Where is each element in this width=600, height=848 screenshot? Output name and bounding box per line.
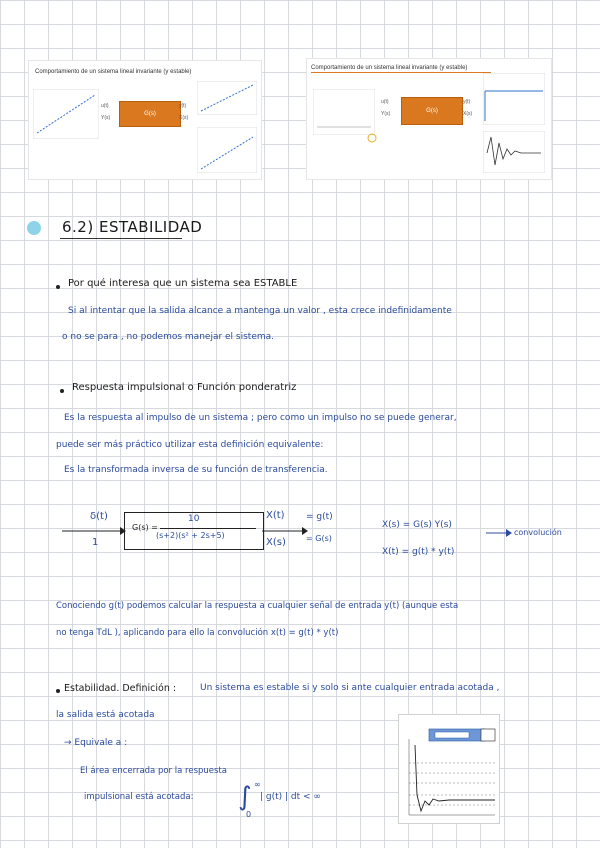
- heading-underline: [60, 238, 182, 239]
- paragraph-line2: no tenga TdL ), aplicando para ello la convolución x(t) = g(t) * y(t): [56, 628, 339, 638]
- bullet2-line1: Es la respuesta al impulso de un sistema ; pero como un impulso no se puede generar,: [64, 413, 457, 423]
- snapshot-left-block: [119, 101, 181, 127]
- snapshot-right-block: [401, 97, 463, 125]
- snapshot-left-title: Comportamiento de un sistema lineal invariante (y estable): [35, 69, 192, 75]
- diagram-eq1: X(s) = G(s) Y(s): [382, 520, 452, 530]
- bullet2-line3: Es la transformada inversa de su función de transferencia.: [64, 465, 328, 475]
- snapshot-right-in1: u(t): [381, 99, 389, 105]
- diagram-fraction-bar: [160, 528, 256, 529]
- snapshot-left-out1: y(t): [179, 103, 187, 109]
- stability-plot-snapshot: [398, 714, 500, 824]
- integral-upper: ∞: [254, 780, 261, 789]
- diagram-input-bottom: 1: [92, 537, 99, 548]
- bullet2-line2: puede ser más práctico utilizar esta definición equivalente:: [56, 440, 324, 450]
- diagram-out-top-eq: = g(t): [306, 512, 333, 522]
- snapshot-left-output-plot-bottom: [197, 127, 257, 173]
- diagram-out-bottom: X(s): [266, 537, 286, 548]
- snapshot-right-out2: X(s): [463, 111, 473, 117]
- bullet1-line2: o no se para , no podemos manejar el sistema.: [62, 332, 275, 342]
- snapshot-left-output-plot-top: [197, 81, 257, 115]
- snapshot-left-input-plot: [33, 89, 99, 139]
- page-heading: 6.2) ESTABILIDAD: [62, 218, 203, 236]
- bullet3-sub1: El área encerrada por la respuesta: [80, 766, 227, 776]
- bullet-dot-3: [56, 689, 60, 693]
- snapshot-right-out1: y(t): [463, 99, 471, 105]
- snapshot-right-marker: [367, 133, 377, 143]
- bullet-dot-2: [60, 389, 64, 393]
- diagram-out-top: X(t): [266, 510, 285, 521]
- bullet3-sub: → Equivale a :: [64, 738, 128, 748]
- diagram-out-bottom-eq: = G(s): [306, 534, 332, 543]
- diagram-numerator: 10: [188, 514, 200, 524]
- bullet1-title: Por qué interesa que un sistema sea ESTABLE: [68, 278, 298, 289]
- snapshot-right-input-plot: [313, 89, 375, 135]
- stability-plot: [399, 715, 499, 823]
- snapshot-right-output-plot-bottom: [483, 131, 545, 173]
- snapshot-right-in2: Y(s): [381, 111, 391, 117]
- bullet2-title: Respuesta impulsional o Función ponderatriz: [72, 382, 297, 393]
- snapshot-right-title: Comportamiento de un sistema lineal invariante (y estable): [311, 65, 468, 71]
- diagram-convolution-label: convolución: [514, 528, 562, 537]
- integral-lower: 0: [246, 810, 252, 819]
- snapshot-left-in1: u(t): [101, 103, 109, 109]
- bullet3-title: Estabilidad. Definición :: [64, 683, 177, 694]
- snapshot-left-block-label: G(s): [144, 111, 156, 117]
- snapshot-right-title-underline: [311, 72, 491, 73]
- bullet3-line2: la salida está acotada: [56, 710, 155, 720]
- bullet-dot-1: [56, 285, 60, 289]
- diagram-denominator: (s+2)(s² + 2s+5): [156, 531, 225, 540]
- bullet3-text: Un sistema es estable si y solo si ante cualquier entrada acotada ,: [200, 683, 500, 693]
- snapshot-left: [28, 60, 262, 180]
- snapshot-right: [306, 58, 552, 180]
- integral-body: | g(t) | dt < ∞: [260, 792, 321, 802]
- snapshot-right-block-label: G(s): [426, 108, 438, 114]
- paragraph-line1: Conociendo g(t) podemos calcular la respuesta a cualquier señal de entrada y(t) (aunque esta: [56, 601, 459, 611]
- integral-sign: ∫: [238, 782, 252, 812]
- diagram-g-prefix: G(s) =: [132, 523, 158, 532]
- snapshot-right-output-plot-top: [483, 73, 545, 125]
- diagram-eq2: X(t) = g(t) * y(t): [382, 547, 455, 557]
- heading-accent-dot: [27, 221, 41, 235]
- bullet1-line1: Si al intentar que la salida alcance a mantenga un valor , esta crece indefinidamente: [68, 306, 452, 316]
- diagram-input-arrow: [60, 526, 126, 536]
- diagram-input-top: δ(t): [90, 511, 108, 522]
- diagram-output-arrow: [262, 526, 308, 536]
- bullet3-sub2: impulsional está acotada:: [84, 792, 194, 802]
- diagram-convolution-arrow: [486, 528, 512, 538]
- snapshot-left-in2: Y(s): [101, 115, 111, 121]
- snapshot-left-out2: X(s): [179, 115, 189, 121]
